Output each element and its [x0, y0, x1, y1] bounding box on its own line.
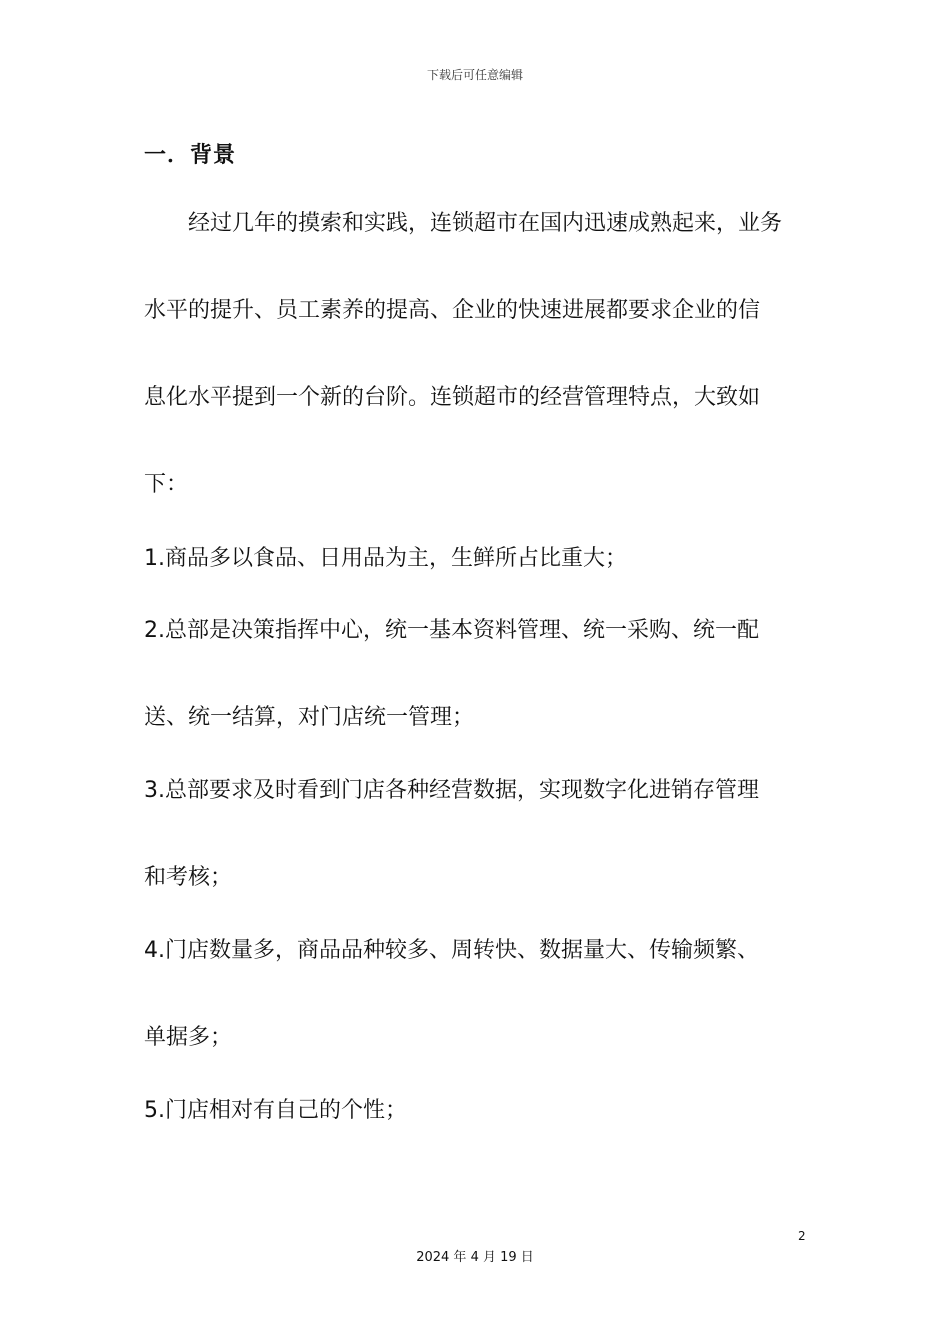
list-item: 4.门店数量多，商品品种较多、周转快、数据量大、传输频繁、 [144, 938, 759, 963]
paragraph-line: 水平的提升、员工素养的提高、企业的快速进展都要求企业的信 [144, 298, 761, 323]
list-item: 2.总部是决策指挥中心，统一基本资料管理、统一采购、统一配 [144, 618, 759, 643]
page-number: 2 [798, 1229, 806, 1243]
list-item: 5.门店相对有自己的个性； [144, 1098, 407, 1123]
paragraph-line: 下： [144, 472, 189, 497]
list-item: 1.商品多以食品、日用品为主，生鲜所占比重大； [144, 546, 627, 571]
list-item-continuation: 和考核； [144, 865, 233, 890]
header-note: 下载后可任意编辑 [426, 68, 523, 82]
section-title: 一．背景 [144, 143, 237, 168]
list-item-continuation: 送、统一结算，对门店统一管理； [144, 705, 475, 730]
paragraph-line: 息化水平提到一个新的台阶。连锁超市的经营管理特点，大致如 [144, 385, 761, 410]
list-item-continuation: 单据多； [144, 1025, 233, 1050]
footer-date: 2024 年 4 月 19 日 [416, 1250, 534, 1265]
list-item: 3.总部要求及时看到门店各种经营数据，实现数字化进销存管理 [144, 778, 759, 803]
paragraph-line: 经过几年的摸索和实践，连锁超市在国内迅速成熟起来，业务 [144, 211, 783, 236]
